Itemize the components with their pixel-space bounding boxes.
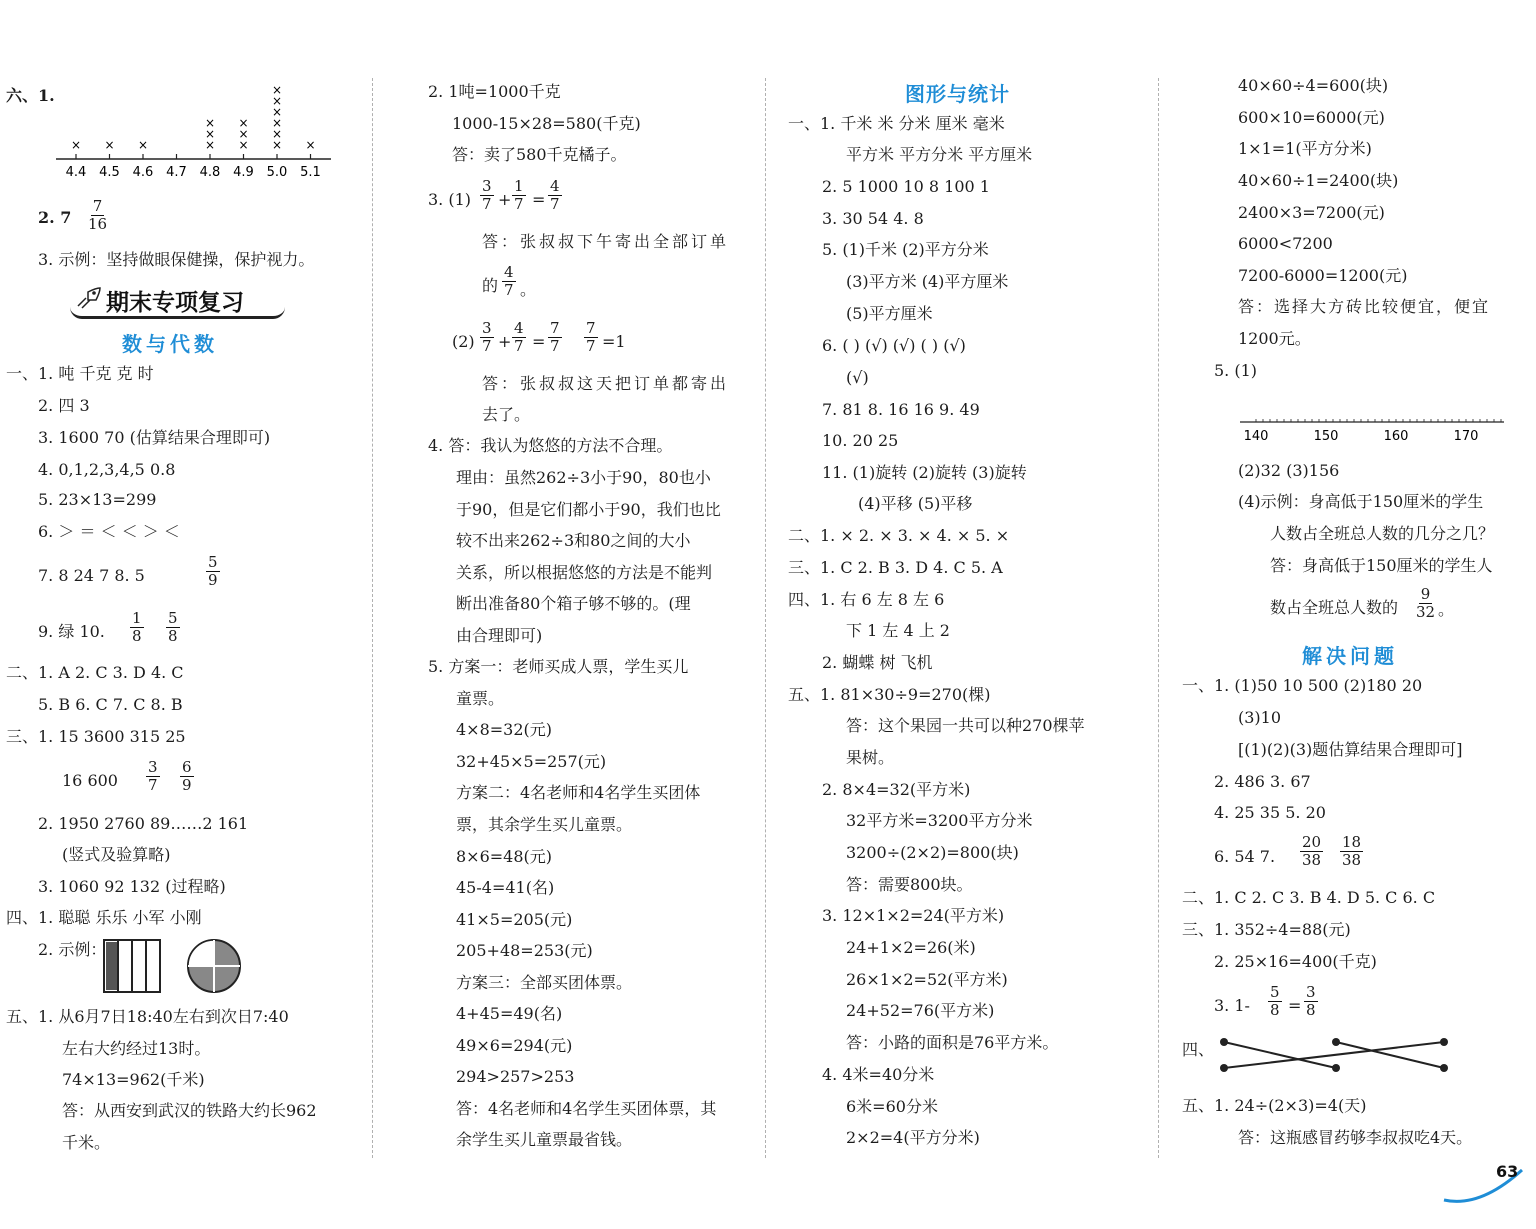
c2-line: 票，其余学生买儿童票。	[456, 815, 633, 834]
heading-algebra: 数与代数	[122, 332, 218, 356]
fraction-numerator: 18	[1342, 833, 1362, 851]
c1-line: 五、1. 从6月7日18:40左右到次日7:40	[6, 1007, 289, 1026]
c3-line: 四、1. 右 6 左 8 左 6	[788, 590, 945, 609]
fraction-numerator: 5	[168, 609, 178, 627]
c1-line: 三、1. 15 3600 315 25	[6, 727, 186, 746]
fraction-denominator: 9	[182, 776, 192, 794]
fraction-denominator: 7	[482, 337, 492, 355]
c2-line: 45-4=41(名)	[456, 878, 555, 897]
c3-line: 4. 4米=40分米	[822, 1065, 935, 1084]
height-tick-label: 150	[1313, 429, 1339, 444]
c4-line: 6. 54 7.	[1214, 847, 1276, 866]
c4-line: 答：身高低于150厘米的学生人	[1270, 556, 1493, 575]
c2-line: 于90，但是它们都小于90，我们也比	[456, 500, 721, 519]
q7-fraction	[206, 554, 220, 589]
c4-line: [(1)(2)(3)题估算结果合理即可]	[1238, 740, 1463, 759]
c1-line: 2. 四 3	[38, 396, 90, 415]
c2-line: 由合理即可)	[456, 626, 543, 645]
c2-line: 5. 方案一：老师买成人票，学生买儿	[428, 657, 689, 676]
q10-fraction-a	[130, 610, 144, 645]
c3-line: 2. 5 1000 10 8 100 1	[822, 177, 990, 196]
fraction-numerator: 6	[182, 758, 192, 776]
height-tick-label: 170	[1453, 429, 1479, 444]
c3-line: 3200÷(2×2)=800(块)	[846, 843, 1019, 862]
c2-line: 去了。	[482, 405, 531, 424]
page-number: 63	[1496, 1162, 1519, 1181]
fraction-numerator: 3	[482, 319, 492, 337]
fraction-numerator: 4	[514, 319, 524, 337]
fraction-denominator: 7	[514, 337, 524, 355]
unshaded-quarter	[188, 940, 214, 966]
match-dot	[1332, 1038, 1340, 1046]
frac-de-tail: 。	[520, 280, 537, 299]
c3-line: 6米=60分米	[846, 1097, 938, 1116]
c3-line: 二、1. × 2. × 3. × 4. × 5. ×	[788, 526, 1010, 545]
c2-line: 余学生买儿童票最省钱。	[456, 1130, 633, 1149]
frac-18-38	[1340, 834, 1363, 869]
c3-line: 6. ( ) (√) (√) ( ) (√)	[822, 336, 966, 355]
c4-line: 一、1. (1)50 10 500 (2)180 20	[1182, 676, 1423, 695]
axis-tick-label: 5.0	[266, 165, 288, 180]
fraction-numerator: 3	[482, 177, 492, 195]
c2-line: 32+45×5=257(元)	[456, 752, 607, 771]
column-divider-1	[372, 78, 373, 1158]
c3-line: 2×2=4(平方分米)	[846, 1128, 980, 1147]
c3-line: 平方米 平方分米 平方厘米	[846, 145, 1033, 164]
c2-line: 答：张叔叔下午寄出全部订单	[482, 232, 730, 251]
c1-line: 左右大约经过13时。	[62, 1039, 211, 1058]
eq3-frac-a	[1268, 984, 1282, 1019]
fraction-numerator: 7	[550, 319, 560, 337]
eq2-tail: =1	[602, 332, 626, 351]
heading-problem-solving: 解决问题	[1302, 644, 1398, 668]
dot-mark: ×	[204, 116, 216, 130]
c2-line: 294>257>253	[456, 1067, 575, 1086]
dot-mark: ×	[271, 105, 283, 119]
c2-line: 的	[482, 276, 499, 295]
c1-line: 5. 23×13=299	[38, 490, 157, 509]
c2-line: 答：张叔叔这天把订单都寄出	[482, 374, 730, 393]
s6-q2: 2. 7	[38, 208, 72, 227]
c2-line: 3. (1)	[428, 190, 472, 209]
fraction-numerator: 1	[514, 177, 524, 195]
fraction-denominator: 8	[168, 627, 178, 645]
fraction-denominator: 7	[514, 195, 524, 213]
eq2-frac-b	[512, 320, 526, 355]
c4-line: 3. 1-	[1214, 996, 1250, 1015]
dot-mark: ×	[238, 127, 249, 141]
q10-fraction-b	[166, 610, 180, 645]
fraction-denominator: 8	[1306, 1001, 1316, 1019]
eq1-frac-b	[512, 178, 526, 213]
c3-line: 24+1×2=26(米)	[846, 938, 976, 957]
c4-line: 5. (1)	[1214, 361, 1258, 380]
dot-mark: ×	[204, 127, 216, 141]
eq1-frac-a	[480, 178, 494, 213]
c3-line: 7. 81 8. 16 16 9. 49	[822, 400, 980, 419]
fraction-denominator: 7	[586, 337, 596, 355]
c4-line: 7200-6000=1200(元)	[1238, 266, 1408, 285]
c2-line: 童票。	[456, 689, 505, 708]
c3-line: 32平方米=3200平方分米	[846, 811, 1033, 830]
c1-line: 4. 0,1,2,3,4,5 0.8	[38, 460, 176, 479]
c4-line: (3)10	[1238, 708, 1282, 727]
match-line	[1224, 1042, 1336, 1068]
c3-line: 果树。	[846, 748, 895, 767]
axis-tick-label: 4.5	[99, 165, 120, 180]
axis-tick-label: 4.8	[199, 165, 221, 180]
fraction-denominator: 8	[1270, 1001, 1280, 1019]
c2-line: 答：4名老师和4名学生买团体票，其	[456, 1099, 717, 1118]
fraction-numerator: 20	[1302, 833, 1322, 851]
fraction-numerator: 4	[550, 177, 560, 195]
c4-line: 数占全班总人数的	[1270, 598, 1399, 617]
frac-20-38	[1300, 834, 1323, 869]
c3-line: 3. 30 54 4. 8	[822, 209, 924, 228]
eq2-eq: =	[532, 332, 546, 351]
c4-line: 4. 25 35 5. 20	[1214, 803, 1326, 822]
c3-line: 24+52=76(平方米)	[846, 1001, 995, 1020]
c2-line: 关系，所以根据悠悠的方法是不能判	[456, 563, 713, 582]
c3-line: (5)平方厘米	[846, 304, 933, 323]
c1-line: 9. 绿 10.	[38, 622, 105, 641]
c3-line: 答：这个果园一共可以种270棵苹	[846, 716, 1085, 735]
fraction-denominator: 8	[132, 627, 142, 645]
height-tick-label: 140	[1243, 429, 1269, 444]
c2-line: 49×6=294(元)	[456, 1036, 573, 1055]
eq2-op: +	[498, 332, 512, 351]
fraction-numerator: 4	[504, 263, 514, 281]
c4-line: 600×10=6000(元)	[1238, 108, 1385, 127]
dot-mark: ×	[70, 138, 82, 152]
height-dot-plot	[1236, 390, 1506, 450]
s3-fraction-b	[180, 759, 194, 794]
c4-line: 1×1=1(平方分米)	[1238, 139, 1372, 158]
fraction-numerator: 5	[208, 553, 218, 571]
match-dot	[1332, 1064, 1340, 1072]
c1-line: 6. ＞ ＝ ＜ ＜ ＞ ＜	[38, 522, 180, 541]
fraction-numerator: 9	[1420, 585, 1431, 603]
shaded-bar	[106, 942, 118, 990]
eq2-frac-c	[548, 320, 562, 355]
eq1-eq: =	[532, 190, 546, 209]
c1-line: 3. 1600 70 (估算结果合理即可)	[38, 428, 271, 447]
c3-line: (√)	[846, 368, 869, 387]
c2-line: 方案三：全部买团体票。	[456, 973, 633, 992]
banner-title: 期末专项复习	[106, 290, 244, 316]
eq1-op: +	[498, 190, 512, 209]
c4-line: (2)32 (3)156	[1238, 461, 1340, 480]
fraction-numerator: 7	[92, 197, 103, 215]
eq3-eq: =	[1288, 996, 1302, 1015]
axis-tick-label: 5.1	[300, 165, 321, 180]
eq3-frac-b	[1304, 984, 1318, 1019]
axis-tick-label: 4.9	[233, 165, 254, 180]
fraction-denominator: 7	[504, 281, 514, 299]
c2-line: 1000-15×28=580(千克)	[452, 114, 641, 133]
c1-line: 3. 1060 92 132 (过程略)	[38, 877, 226, 896]
review-banner	[70, 282, 285, 319]
rocket-icon	[74, 286, 102, 310]
match-dot	[1440, 1038, 1448, 1046]
c4-line: 2. 486 3. 67	[1214, 772, 1311, 791]
c1-line: 一、1. 吨 千克 克 时	[6, 364, 154, 383]
c2-line: 4×8=32(元)	[456, 720, 553, 739]
frac-9-32	[1414, 586, 1437, 621]
c1-line: 千米。	[62, 1133, 111, 1152]
c3-line: 3. 12×1×2=24(平方米)	[822, 906, 1005, 925]
c3-line: 2. 蝴蝶 树 飞机	[822, 653, 933, 672]
c1-line: 74×13=962(千米)	[62, 1070, 205, 1089]
dot-plot-chart	[56, 82, 336, 182]
fraction-numerator: 1	[132, 609, 142, 627]
c3-line: 2. 8×4=32(平方米)	[822, 780, 971, 799]
c2-line: 理由：虽然262÷3小于90，80也小	[456, 468, 711, 487]
dot-mark: ×	[137, 138, 149, 152]
c4-line: 人数占全班总人数的几分之几？	[1270, 524, 1495, 543]
c3-line: 一、1. 千米 米 分米 厘米 毫米	[788, 114, 1005, 133]
eq1-frac-c	[548, 178, 562, 213]
dot-mark: ×	[271, 127, 283, 141]
axis-tick-label: 4.7	[166, 165, 187, 180]
c1-line: 5. B 6. C 7. C 8. B	[38, 695, 183, 714]
eq2-frac-a	[480, 320, 494, 355]
fraction-denominator: 16	[88, 215, 108, 233]
c4-line: 四、	[1182, 1040, 1215, 1059]
s6-q3: 3. 示例：坚持做眼保健操，保护视力。	[38, 250, 315, 269]
c4-line: 三、1. 352÷4=88(元)	[1182, 920, 1351, 939]
dot-mark: ×	[104, 138, 115, 152]
c1-line: 7. 8 24 7 8. 5	[38, 566, 145, 585]
c1-line: (竖式及验算略)	[62, 845, 171, 864]
fraction-denominator: 7	[550, 337, 560, 355]
c1-line: 2. 1950 2760 89……2 161	[38, 814, 249, 833]
match-line	[1336, 1042, 1444, 1068]
c3-line: 下 1 左 4 上 2	[846, 621, 950, 640]
fraction-denominator: 9	[208, 571, 218, 589]
fraction-denominator: 7	[550, 195, 560, 213]
dot-mark: ×	[271, 83, 283, 97]
column-divider-2	[765, 78, 766, 1158]
c3-line: 11. (1)旋转 (2)旋转 (3)旋转	[822, 463, 1027, 482]
c1-line: 16 600	[62, 771, 118, 790]
c1-line: 答：从西安到武汉的铁路大约长962	[62, 1101, 317, 1120]
c3-line: 26×1×2=52(平方米)	[846, 970, 1008, 989]
c4-line: 6000<7200	[1238, 234, 1333, 253]
match-dot	[1220, 1064, 1228, 1072]
c2-line: 8×6=48(元)	[456, 847, 553, 866]
c2-line: 较不出来262÷3和80之间的大小	[456, 531, 691, 550]
match-line	[1224, 1042, 1444, 1068]
fraction-denominator: 7	[482, 195, 492, 213]
c3-line: (4)平移 (5)平移	[858, 494, 973, 513]
c2-line: 断出准备80个箱子够不够的。(理	[456, 594, 691, 613]
c3-line: 五、1. 81×30÷9=270(棵)	[788, 685, 991, 704]
dot-mark: ×	[238, 116, 249, 130]
s6-label: 六、1.	[6, 86, 55, 105]
frac-de	[502, 264, 516, 299]
dot-mark: ×	[271, 94, 283, 108]
column-divider-3	[1158, 78, 1159, 1158]
c3-line: 答：小路的面积是76平方米。	[846, 1033, 1059, 1052]
c4-line: 40×60÷4=600(块)	[1238, 76, 1389, 95]
fraction-numerator: 5	[1270, 983, 1280, 1001]
c2-line: (2)	[452, 332, 475, 351]
c2-line: 205+48=253(元)	[456, 941, 593, 960]
s6-q2-fraction	[86, 198, 109, 233]
dot-mark: ×	[238, 138, 249, 152]
s3-fraction-a	[146, 759, 160, 794]
c2-line: 4+45=49(名)	[456, 1004, 563, 1023]
c3-line: (3)平方米 (4)平方厘米	[846, 272, 1009, 291]
c2-line: 方案二：4名老师和4名学生买团体	[456, 783, 701, 802]
height-tick-label: 160	[1383, 429, 1409, 444]
c3-line: 10. 20 25	[822, 431, 899, 450]
fraction-numerator: 7	[586, 319, 596, 337]
match-dot	[1440, 1064, 1448, 1072]
fraction-numerator: 3	[148, 758, 158, 776]
c4-line: (4)示例：身高低于150厘米的学生	[1238, 492, 1484, 511]
dot-mark: ×	[271, 138, 283, 152]
dot-mark: ×	[271, 116, 283, 130]
c3-line: 三、1. C 2. B 3. D 4. C 5. A	[788, 558, 1003, 577]
fraction-denominator: 32	[1416, 603, 1436, 621]
c4-line: 2400×3=7200(元)	[1238, 203, 1385, 222]
c1-line: 2. 示例：	[38, 940, 107, 959]
c4-line: 五、1. 24÷(2×3)=4(天)	[1182, 1096, 1367, 1115]
c1-line: 四、1. 聪聪 乐乐 小军 小刚	[6, 908, 202, 927]
fraction-numerator: 3	[1306, 983, 1316, 1001]
matching-lines	[1216, 1032, 1456, 1076]
eq2-frac-d	[584, 320, 598, 355]
c2-line: 答：卖了580千克橘子。	[452, 145, 627, 164]
c4-line: 答：选择大方砖比较便宜，便宜	[1238, 297, 1491, 316]
c4-line: 二、1. C 2. C 3. B 4. D 5. C 6. C	[1182, 888, 1436, 907]
c2-line: 2. 1吨=1000千克	[428, 82, 561, 101]
fraction-denominator: 38	[1302, 851, 1322, 869]
c4-line: 答：这瓶感冒药够李叔叔吃4天。	[1238, 1128, 1473, 1147]
fraction-denominator: 38	[1342, 851, 1362, 869]
c2-line: 4. 答：我认为悠悠的方法不合理。	[428, 436, 673, 455]
fraction-denominator: 7	[148, 776, 158, 794]
frac-9-32-tail: 。	[1438, 600, 1455, 619]
match-dot	[1220, 1038, 1228, 1046]
axis-tick-label: 4.6	[132, 165, 154, 180]
fraction-shapes	[100, 938, 250, 998]
c3-line: 答：需要800块。	[846, 875, 973, 894]
dot-mark: ×	[305, 138, 316, 152]
c1-line: 二、1. A 2. C 3. D 4. C	[6, 663, 184, 682]
c2-line: 41×5=205(元)	[456, 910, 573, 929]
c4-line: 40×60÷1=2400(块)	[1238, 171, 1399, 190]
c4-line: 1200元。	[1238, 329, 1311, 348]
heading-geometry-statistics: 图形与统计	[905, 82, 1010, 106]
dot-mark: ×	[204, 138, 216, 152]
c4-line: 2. 25×16=400(千克)	[1214, 952, 1377, 971]
c3-line: 5. (1)千米 (2)平方分米	[822, 240, 989, 259]
axis-tick-label: 4.4	[65, 165, 87, 180]
